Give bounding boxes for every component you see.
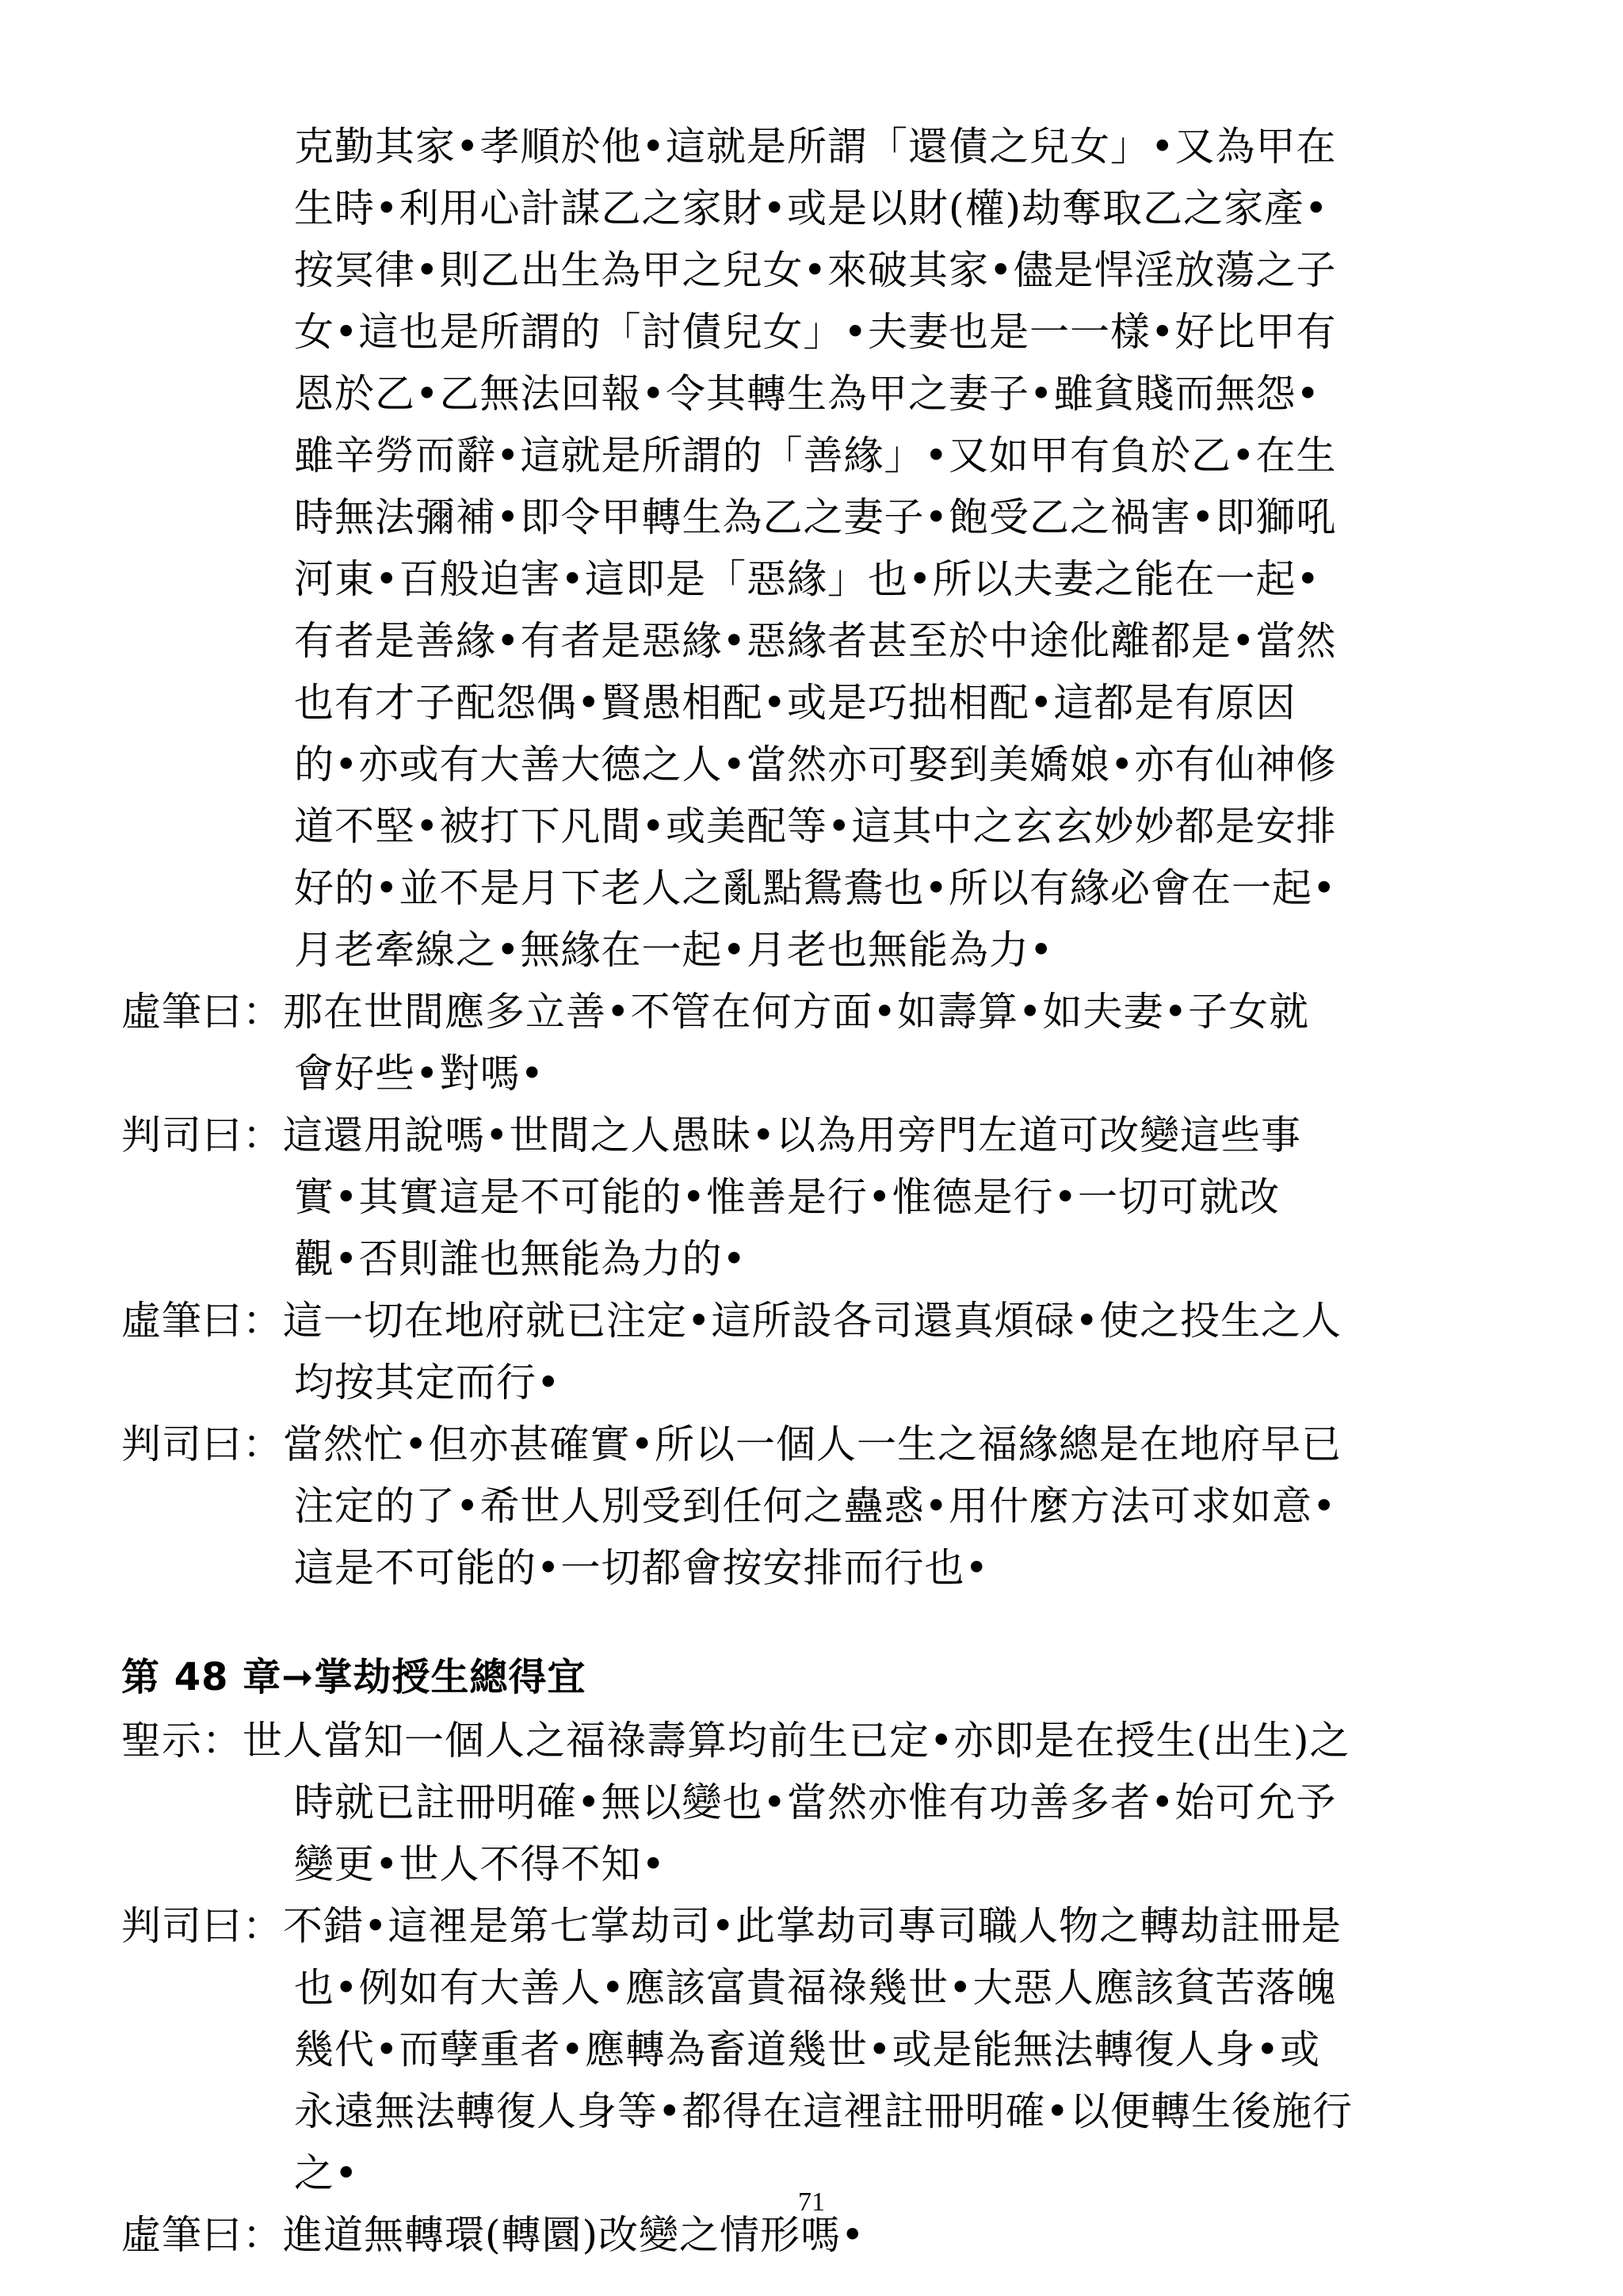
text-line: 的•亦或有大善大德之人•當然亦可娶到美嬌娘•亦有仙神修: [294, 742, 1337, 788]
text-line: 道不堅•被打下凡間•或美配等•這其中之玄玄妙妙都是安排: [294, 803, 1337, 849]
dialogue-first-line: [121, 981, 1484, 1043]
text-line: 月老牽線之•無緣在一起•月老也無能為力•: [294, 927, 1054, 973]
dialogue-first-line: [121, 1104, 1484, 1166]
dialogue-text: 世人當知一個人之福祿壽算均前生已定•亦即是在授生(出生)之: [242, 1718, 1350, 1764]
text-line: 好的•並不是月下老人之亂點鴛鴦也•所以有緣必會在一起•: [294, 865, 1337, 911]
text-line: 均按其定而行•: [294, 1360, 561, 1405]
intro-paragraph: [121, 116, 1484, 981]
dialogue-text: 不錯•這裡是第七掌劫司•此掌劫司專司職人物之轉劫註冊是: [283, 1903, 1342, 1949]
text-line: 也•例如有大善人•應該富貴福祿幾世•大惡人應該貧苦落魄: [294, 1965, 1337, 2011]
text-line: 幾代•而孽重者•應轉為畜道幾世•或是能無法轉復人身•或: [294, 2027, 1320, 2073]
speaker-label: 聖示：: [121, 1718, 242, 1764]
dialogue-text: 這一切在地府就已注定•這所設各司還真煩碌•使之投生之人: [283, 1298, 1342, 1344]
chapter-heading: 第 48 章➞掌劫授生總得宜: [121, 1655, 586, 1699]
text-line: 這是不可能的•一切都會按安排而行也•: [294, 1545, 989, 1591]
speaker-label: 判司曰：: [121, 1903, 283, 1949]
dialogue-first-line: [121, 1290, 1484, 1352]
dialogue-entry: [121, 1104, 1484, 1290]
text-line: 恩於乙•乙無法回報•令其轉生為甲之妻子•雖貧賤而無怨•: [294, 371, 1320, 417]
dialogue-first-line: [121, 1413, 1484, 1475]
text-line: 時無法彌補•即令甲轉生為乙之妻子•飽受乙之禍害•即獅吼: [294, 494, 1337, 540]
dialogue-text: 那在世間應多立善•不管在何方面•如壽算•如夫妻•子女就: [283, 989, 1309, 1035]
dialogue-first-line: [121, 1710, 1484, 1772]
speaker-label: 虛筆曰：: [121, 1298, 283, 1344]
text-line: 按冥律•則乙出生為甲之兒女•來破其家•儘是悍淫放蕩之子: [294, 247, 1337, 293]
text-line: 雖辛勞而辭•這就是所謂的「善緣」•又如甲有負於乙•在生: [294, 433, 1337, 479]
speaker-label: 判司曰：: [121, 1421, 283, 1467]
text-line: 克勤其家•孝順於他•這就是所謂「還債之兒女」•又為甲在: [294, 124, 1337, 170]
speaker-label: 判司曰：: [121, 1112, 283, 1158]
speaker-label: 虛筆曰：: [121, 989, 283, 1035]
text-line: 之•: [294, 2150, 359, 2196]
dialogue-entry: [121, 1895, 1484, 2204]
dialogue-text: 進道無轉環(轉圜)改變之情形嗎•: [283, 2212, 865, 2258]
text-line: 變更•世人不得不知•: [294, 1841, 666, 1887]
dialogue-entry: [121, 1413, 1484, 1599]
speaker-label: 虛筆曰：: [121, 2212, 283, 2258]
text-line: 永遠無法轉復人身等•都得在這裡註冊明確•以便轉生後施行: [294, 2088, 1353, 2134]
dialogue-entry: [121, 1710, 1484, 1895]
dialogue-entry: [121, 1290, 1484, 1413]
dialogue-text: 這還用說嗎•世間之人愚昧•以為用旁門左道可改變這些事: [283, 1112, 1301, 1158]
text-line: 會好些•對嗎•: [294, 1051, 544, 1097]
dialogue-text: 當然忙•但亦甚確實•所以一個人一生之福緣總是在地府早已: [283, 1421, 1342, 1467]
text-line: 河東•百般迫害•這即是「惡緣」也•所以夫妻之能在一起•: [294, 556, 1320, 602]
dialogue-entry: [121, 981, 1484, 1104]
page-number: 71: [798, 2187, 825, 2217]
text-line: 有者是善緣•有者是惡緣•惡緣者甚至於中途仳離都是•當然: [294, 618, 1337, 664]
text-line: 女•這也是所謂的「討債兒女」•夫妻也是一一樣•好比甲有: [294, 309, 1337, 355]
text-line: 時就已註冊明確•無以變也•當然亦惟有功善多者•始可允予: [294, 1779, 1337, 1825]
text-line: 注定的了•希世人別受到任何之蠱惑•用什麼方法可求如意•: [294, 1483, 1337, 1529]
text-line: 實•其實這是不可能的•惟善是行•惟德是行•一切可就改: [294, 1174, 1280, 1220]
page-content: [121, 116, 1484, 2266]
text-line: 觀•否則誰也無能為力的•: [294, 1236, 747, 1282]
text-line: 生時•利用心計謀乙之家財•或是以財(權)劫奪取乙之家產•: [294, 185, 1329, 231]
dialogue-first-line: [121, 1895, 1484, 1957]
text-line: 也有才子配怨偶•賢愚相配•或是巧拙相配•這都是有原因: [294, 680, 1296, 726]
